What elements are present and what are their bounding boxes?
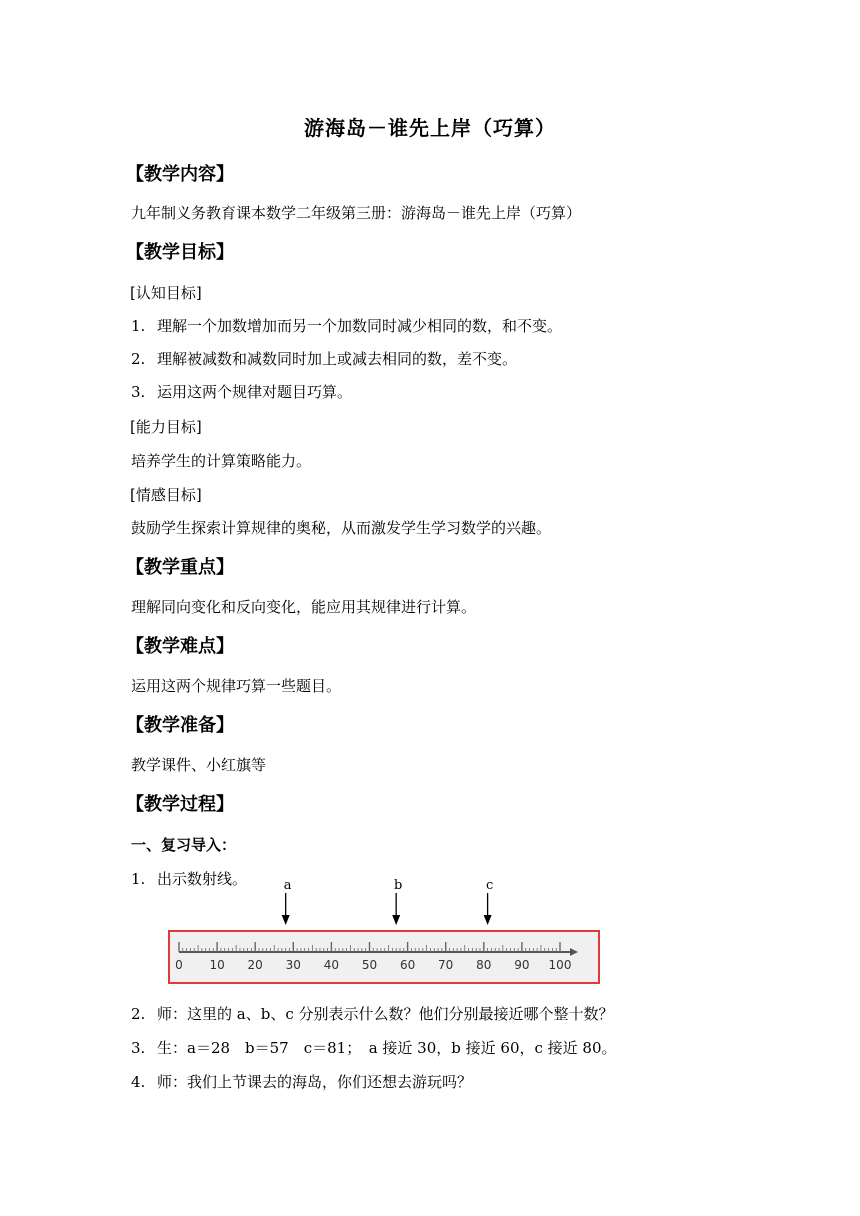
tick-label: 60 — [399, 958, 416, 972]
page-title: 游海岛－谁先上岸（巧算） — [304, 116, 556, 140]
marker-arrowhead-b — [392, 915, 400, 925]
ability-text: 培养学生的计算策略能力。 — [131, 452, 312, 470]
number-line-figure — [168, 875, 600, 985]
heading-goals: 【教学目标】 — [126, 242, 234, 263]
tick-label: 80 — [476, 958, 492, 972]
cog-item-1: 1. 理解一个加数增加而另一个加数同时减少相同的数，和不变。 — [131, 317, 563, 335]
tick-label: 0 — [175, 958, 183, 972]
number-line-arrowhead — [570, 948, 578, 956]
subheading-review: 一、复习导入： — [131, 836, 237, 854]
subheading-emotion: [情感目标] — [130, 486, 202, 504]
tick-label: 10 — [209, 958, 225, 972]
tick-label: 50 — [361, 958, 378, 972]
heading-key-points: 【教学重点】 — [126, 557, 234, 578]
marker-label-a: a — [283, 878, 292, 893]
preparation-text: 教学课件、小红旗等 — [131, 756, 267, 774]
subheading-cognitive: [认知目标] — [130, 284, 202, 302]
proc-item-4: 4. 师：我们上节课去的海岛，你们还想去游玩吗？ — [131, 1073, 473, 1091]
number-line-svg — [168, 875, 600, 985]
tick-label: 40 — [323, 958, 340, 972]
proc-item-2: 2. 师：这里的 a、b、c 分别表示什么数？他们分别最接近哪个整十数？ — [131, 1005, 614, 1023]
difficulties-text: 运用这两个规律巧算一些题目。 — [131, 677, 342, 695]
tick-label: 100 — [548, 958, 572, 972]
proc-item-1: 1. 出示数射线。 — [131, 870, 248, 888]
marker-label-b: b — [394, 878, 403, 893]
tick-label: 90 — [514, 958, 530, 972]
subheading-ability: [能力目标] — [130, 418, 202, 436]
marker-arrowhead-c — [484, 915, 492, 925]
cog-item-3: 3. 运用这两个规律对题目巧算。 — [131, 383, 353, 401]
content-text: 九年制义务教育课本数学二年级第三册：游海岛－谁先上岸（巧算） — [131, 204, 582, 222]
emotion-text: 鼓励学生探索计算规律的奥秘，从而激发学生学习数学的兴趣。 — [131, 519, 552, 537]
proc-item-3: 3. 生：a＝28 b＝57 c＝81； a 接近 30，b 接近 60，c 接近 80。 — [131, 1039, 617, 1057]
marker-arrowhead-a — [282, 915, 290, 925]
heading-process: 【教学过程】 — [126, 794, 234, 815]
heading-content: 【教学内容】 — [126, 164, 234, 185]
tick-label: 30 — [285, 958, 301, 972]
heading-preparation: 【教学准备】 — [126, 715, 234, 736]
heading-difficulties: 【教学难点】 — [126, 636, 234, 657]
tick-label: 20 — [247, 958, 263, 972]
key-points-text: 理解同向变化和反向变化，能应用其规律进行计算。 — [131, 598, 477, 616]
tick-label: 70 — [438, 958, 454, 972]
cog-item-2: 2. 理解被减数和减数同时加上或减去相同的数，差不变。 — [131, 350, 518, 368]
marker-label-c: c — [485, 878, 494, 893]
